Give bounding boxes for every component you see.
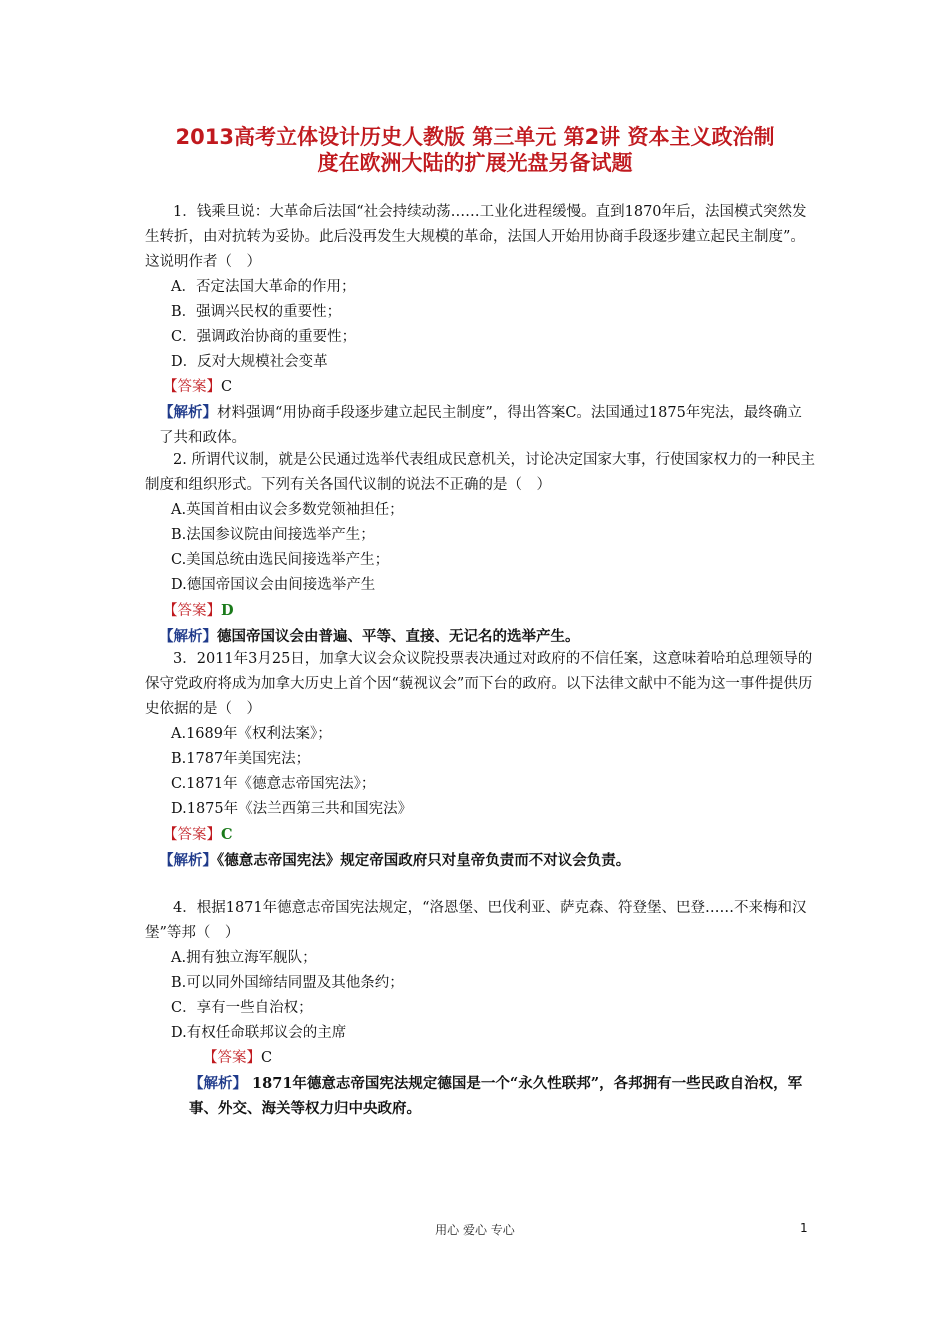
option-d: D．反对大规模社会变革 [171,354,328,370]
document-title [100,124,850,176]
option-c: C．享有一些自治权； [171,1000,313,1016]
option-a: A.英国首相由议会多数党领袖担任； [171,502,404,518]
answer-line [145,598,815,624]
explanation-tag: 【解析】 [159,404,217,421]
option-c: C.1871年《德意志帝国宪法》； [171,776,376,792]
explanation-text: 德国帝国议会由普遍、平等、直接、无记名的选举产生。 [217,628,580,645]
title-line-2: 度在欧洲大陆的扩展光盘另备试题 [317,151,633,175]
answer-tag: 【答案】 [163,827,221,843]
answer-tag: 【答案】 [163,603,221,619]
title-line-1: 2013高考立体设计历史人教版 第三单元 第2讲 资本主义政治制 [175,125,775,149]
answer-value: C [261,1050,273,1066]
question-1 [145,200,815,451]
question-stem: 4．根据1871年德意志帝国宪法规定，“洛恩堡、巴伐利亚、萨克森、符登堡、巴登……不来梅和汉堡”等邦（ ） [145,900,807,941]
option-a: A.1689年《权利法案》； [171,726,332,742]
page-number: 1 [800,1221,808,1235]
question-3 [145,647,815,873]
explanation-text: 1871年德意志帝国宪法规定德国是一个“永久性联邦”，各邦拥有一些民政自治权，军事、外交、海关等权力归中央政府。 [189,1075,803,1117]
explanation-text: 材料强调“用协商手段逐步建立起民主制度”，得出答案C。法国通过1875年宪法，最终确立了共和政体。 [159,405,802,446]
explanation-tag: 【解析】 [159,628,217,645]
question-stem: 3．2011年3月25日，加拿大议会众议院投票表决通过对政府的不信任案，这意味着哈珀总理领导的保守党政府将成为加拿大历史上首个因“藐视议会”而下台的政府。以下法律文献中不能为这一事件提供历史依据的是（ ） [145,651,813,717]
answer-tag: 【答案】 [163,379,221,395]
option-a: A．否定法国大革命的作用； [171,279,356,295]
answer-line [145,375,815,400]
option-b: B．强调兴民权的重要性； [171,304,342,320]
answer-line [145,1046,815,1071]
option-b: B.法国参议院由间接选举产生； [171,527,375,543]
option-d: D.1875年《法兰西第三共和国宪法》 [171,801,413,817]
answer-value: C [221,379,233,395]
answer-tag: 【答案】 [203,1050,261,1066]
answer-value: D [221,602,234,619]
option-c: C.美国总统由选民间接选举产生； [171,552,390,568]
explanation-text: 《德意志帝国宪法》规定帝国政府只对皇帝负责而不对议会负责。 [217,852,631,869]
explanation-tag: 【解析】 [189,1075,247,1092]
question-stem: 1．钱乘旦说：大革命后法国“社会持续动荡……工业化进程缓慢。直到1870年后，法国模式突然发生转折，由对抗转为妥协。此后没再发生大规模的革命，法国人开始用协商手段逐步建立起民主制度”。这说明作者（ ） [145,204,807,270]
explanation-line [145,624,815,649]
option-c: C．强调政治协商的重要性； [171,329,357,345]
option-a: A.拥有独立海军舰队； [171,950,317,966]
question-stem: 2. 所谓代议制，就是公民通过选举代表组成民意机关，讨论决定国家大事，行使国家权力的一种民主制度和组织形式。下列有关各国代议制的说法不正确的是（ ） [145,452,815,493]
option-d: D.有权任命联邦议会的主席 [171,1025,347,1041]
option-b: B.可以同外国缔结同盟及其他条约； [171,975,404,991]
answer-line [145,822,815,848]
option-b: B.1787年美国宪法； [171,751,311,767]
explanation-line [145,400,815,451]
explanation-tag: 【解析】 [159,852,217,869]
question-2 [145,448,815,649]
question-4 [145,896,815,1121]
answer-value: C [221,826,233,843]
explanation-line [145,1071,815,1121]
page-footer: 用心 爱心 专心 [435,1223,515,1237]
option-d: D.德国帝国议会由间接选举产生 [171,577,376,593]
explanation-line [145,848,815,873]
